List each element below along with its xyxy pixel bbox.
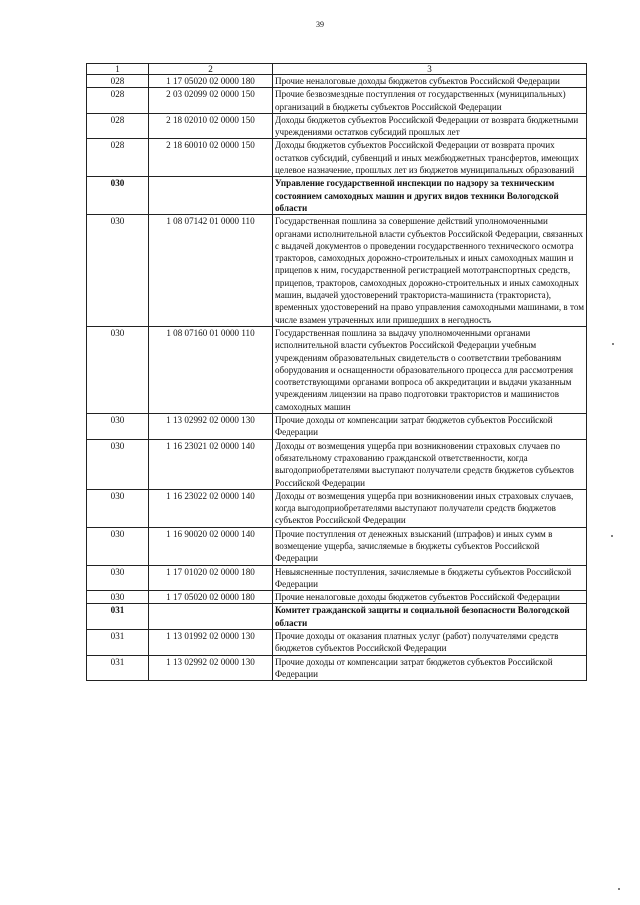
page-number: 39: [316, 20, 324, 29]
table-header-row: [87, 64, 587, 75]
table-row: [87, 655, 587, 681]
admin-code-cell: 030: [87, 489, 149, 527]
revenue-name-cell: Управление государственной инспекции по надзору за техническим состоянием самоходных машин и других видов техники Вологодской области: [273, 177, 587, 215]
admin-code-cell: 030: [87, 326, 149, 413]
admin-code-cell: 030: [87, 215, 149, 327]
table-row: [87, 414, 587, 440]
kbk-cell: [149, 177, 273, 215]
revenue-name-cell: Прочие поступления от денежных взысканий (штрафов) и иных сумм в возмещение ущерба, зачисляемые в бюджеты субъектов Российской Федерации: [273, 527, 587, 565]
revenue-name-cell: Прочие неналоговые доходы бюджетов субъектов Российской Федерации: [273, 591, 587, 604]
table-row: [87, 326, 587, 413]
kbk-cell: 1 08 07142 01 0000 110: [149, 215, 273, 327]
scan-speck: [611, 535, 613, 537]
table-section-row: [87, 604, 587, 630]
revenue-name-cell: Доходы от возмещения ущерба при возникновении иных страховых случаев, когда выгодоприобретателями выступают получатели средств бюджетов субъектов Российской Федерации: [273, 489, 587, 527]
admin-code-cell: 028: [87, 75, 149, 88]
revenue-name-cell: Невыясненные поступления, зачисляемые в бюджеты субъектов Российской Федерации: [273, 565, 587, 591]
table-row: [87, 139, 587, 177]
kbk-cell: 1 17 05020 02 0000 180: [149, 75, 273, 88]
revenue-classification-table: [86, 63, 587, 681]
column-header-name: 3: [273, 64, 587, 75]
scan-speck: [618, 888, 620, 890]
column-header-kbk: 2: [149, 64, 273, 75]
revenue-name-cell: Государственная пошлина за выдачу уполномоченными органами исполнительной власти субъектов Российской Федерации учебным учреждениям образовательных свидетельств о соответствии требованиям оборудования и оснащенности образовательного процесса для рассмотрения соответствующими органами вопроса об аккредитации и выдачи указанным учреждениям лицензии на право подготовки трактористов и машинистов самоходных машин: [273, 326, 587, 413]
admin-code-cell: 030: [87, 414, 149, 440]
revenue-name-cell: Комитет гражданской защиты и социальной безопасности Вологодской области: [273, 604, 587, 630]
revenue-name-cell: Прочие доходы от оказания платных услуг (работ) получателями средств бюджетов субъектов Российской Федерации: [273, 630, 587, 656]
kbk-cell: [149, 604, 273, 630]
kbk-cell: 1 17 05020 02 0000 180: [149, 591, 273, 604]
revenue-name-cell: Доходы от возмещения ущерба при возникновении страховых случаев по обязательному страхованию гражданской ответственности, когда выгодоприобретателями выступают получатели средств бюджетов субъектов Российской Федерации: [273, 439, 587, 489]
admin-code-cell: 028: [87, 139, 149, 177]
revenue-name-cell: Прочие доходы от компенсации затрат бюджетов субъектов Российской Федерации: [273, 414, 587, 440]
admin-code-cell: 030: [87, 591, 149, 604]
kbk-cell: 1 13 01992 02 0000 130: [149, 630, 273, 656]
admin-code-cell: 031: [87, 630, 149, 656]
kbk-cell: 1 16 90020 02 0000 140: [149, 527, 273, 565]
revenue-name-cell: Государственная пошлина за совершение действий уполномоченными органами исполнительной власти субъектов Российской Федерации, связанных с выдачей документов о проведении государственного технического осмотра тракторов, самоходных дорожно-строительных и иных самоходных машин и прицепов к ним, государственной регистрацией мототранспортных средств, прицепов, тракторов, самоходных дорожно-строительных и иных самоходных машин, выдачей удостоверений тракториста-машиниста (тракториста), временных удостоверений на право управления самоходными машинами, в том числе взамен утраченных или пришедших в негодность: [273, 215, 587, 327]
revenue-name-cell: Прочие неналоговые доходы бюджетов субъектов Российской Федерации: [273, 75, 587, 88]
kbk-cell: 1 13 02992 02 0000 130: [149, 414, 273, 440]
revenue-name-cell: Прочие доходы от компенсации затрат бюджетов субъектов Российской Федерации: [273, 655, 587, 681]
admin-code-cell: 031: [87, 604, 149, 630]
table-row: [87, 113, 587, 139]
kbk-cell: 2 18 60010 02 0000 150: [149, 139, 273, 177]
table-row: [87, 88, 587, 114]
table-row: [87, 527, 587, 565]
table-row: [87, 630, 587, 656]
admin-code-cell: 030: [87, 565, 149, 591]
scan-speck: [612, 343, 614, 345]
column-header-admin-code: 1: [87, 64, 149, 75]
table-section-row: [87, 177, 587, 215]
kbk-cell: 1 17 01020 02 0000 180: [149, 565, 273, 591]
admin-code-cell: 030: [87, 439, 149, 489]
admin-code-cell: 028: [87, 113, 149, 139]
table-row: [87, 565, 587, 591]
kbk-cell: 1 16 23022 02 0000 140: [149, 489, 273, 527]
kbk-cell: 2 03 02099 02 0000 150: [149, 88, 273, 114]
admin-code-cell: 030: [87, 177, 149, 215]
admin-code-cell: 028: [87, 88, 149, 114]
revenue-name-cell: Доходы бюджетов субъектов Российской Федерации от возврата бюджетными учреждениями остатков субсидий прошлых лет: [273, 113, 587, 139]
table-row: [87, 215, 587, 327]
table-row: [87, 489, 587, 527]
kbk-cell: 1 13 02992 02 0000 130: [149, 655, 273, 681]
admin-code-cell: 031: [87, 655, 149, 681]
kbk-cell: 2 18 02010 02 0000 150: [149, 113, 273, 139]
admin-code-cell: 030: [87, 527, 149, 565]
revenue-name-cell: Прочие безвозмездные поступления от государственных (муниципальных) организаций в бюджеты субъектов Российской Федерации: [273, 88, 587, 114]
revenue-name-cell: Доходы бюджетов субъектов Российской Федерации от возврата прочих остатков субсидий, субвенций и иных межбюджетных трансфертов, имеющих целевое назначение, прошлых лет из бюджетов муниципальных образований: [273, 139, 587, 177]
kbk-cell: 1 08 07160 01 0000 110: [149, 326, 273, 413]
table-row: [87, 439, 587, 489]
kbk-cell: 1 16 23021 02 0000 140: [149, 439, 273, 489]
table-row: [87, 591, 587, 604]
table-row: [87, 75, 587, 88]
